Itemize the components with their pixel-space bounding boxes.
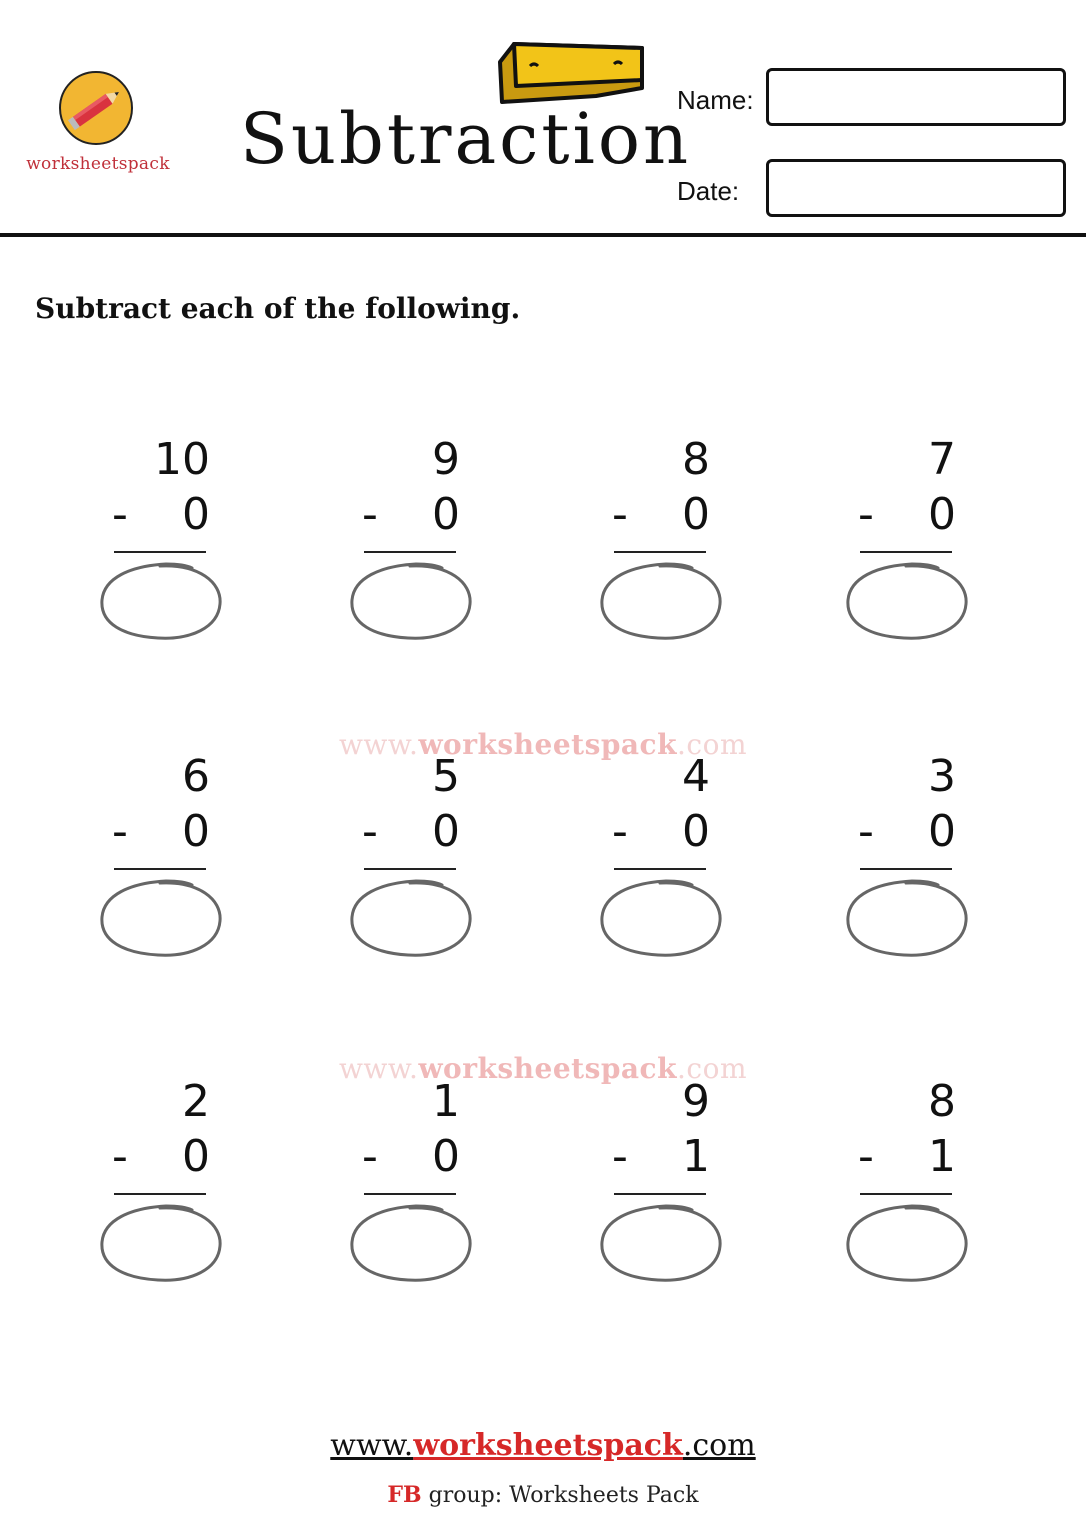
answer-line (614, 868, 706, 870)
minuend: 3 (928, 751, 956, 802)
answer-line (614, 1193, 706, 1195)
answer-line (860, 551, 952, 553)
minuend: 2 (182, 1076, 210, 1127)
footer-site-brand: worksheetspack (413, 1428, 683, 1463)
answer-oval[interactable] (596, 1200, 726, 1286)
minuend: 8 (928, 1076, 956, 1127)
minus-sign: - (858, 806, 874, 857)
footer-website[interactable] (0, 1428, 1086, 1463)
header-divider (0, 233, 1086, 237)
logo-text: worksheetspack (26, 154, 170, 174)
minus-sign: - (112, 489, 128, 540)
answer-line (860, 868, 952, 870)
minus-sign: - (612, 489, 628, 540)
date-field[interactable] (766, 159, 1066, 217)
minus-sign: - (362, 489, 378, 540)
minuend: 10 (154, 434, 210, 485)
problem-item (600, 434, 740, 668)
watermark-prefix: www. (338, 1052, 419, 1085)
logo (22, 68, 174, 178)
answer-line (614, 551, 706, 553)
subtrahend: 0 (182, 806, 210, 857)
answer-oval[interactable] (842, 1200, 972, 1286)
answer-oval[interactable] (346, 1200, 476, 1286)
minus-sign: - (362, 1131, 378, 1182)
answer-line (114, 1193, 206, 1195)
answer-line (364, 1193, 456, 1195)
minus-sign: - (858, 489, 874, 540)
page-title: Subtraction (240, 98, 692, 180)
problem-item (846, 1076, 986, 1310)
problem-item (600, 751, 740, 985)
answer-line (860, 1193, 952, 1195)
answer-oval[interactable] (346, 875, 476, 961)
answer-oval[interactable] (96, 558, 226, 644)
minuend: 6 (182, 751, 210, 802)
subtrahend: 0 (432, 489, 460, 540)
name-label: Name: (677, 85, 754, 115)
subtrahend: 1 (682, 1131, 710, 1182)
problem-item (100, 1076, 240, 1310)
answer-oval[interactable] (96, 875, 226, 961)
subtrahend: 0 (928, 489, 956, 540)
watermark-brand: worksheetspack (418, 1052, 678, 1085)
minuend: 8 (682, 434, 710, 485)
footer-fb-text: group: Worksheets Pack (421, 1483, 699, 1508)
answer-oval[interactable] (842, 558, 972, 644)
subtrahend: 0 (432, 806, 460, 857)
watermark-suffix: .com (677, 1052, 748, 1085)
problem-item (100, 751, 240, 985)
minuend: 9 (432, 434, 460, 485)
answer-line (114, 551, 206, 553)
pencil-logo-icon (58, 70, 134, 146)
problem-item (846, 434, 986, 668)
problem-item (350, 751, 490, 985)
date-label: Date: (677, 176, 740, 206)
minuend: 7 (928, 434, 956, 485)
footer-site-prefix: www. (330, 1428, 414, 1463)
watermark-suffix: .com (677, 728, 748, 761)
problem-item (846, 751, 986, 985)
watermark-brand: worksheetspack (418, 728, 678, 761)
subtrahend: 0 (182, 1131, 210, 1182)
name-field[interactable] (766, 68, 1066, 126)
answer-oval[interactable] (96, 1200, 226, 1286)
answer-line (364, 868, 456, 870)
minus-sign: - (858, 1131, 874, 1182)
answer-oval[interactable] (346, 558, 476, 644)
minus-sign: - (112, 806, 128, 857)
subtrahend: 1 (928, 1131, 956, 1182)
answer-oval[interactable] (842, 875, 972, 961)
watermark-prefix: www. (338, 728, 419, 761)
subtrahend: 0 (682, 806, 710, 857)
answer-oval[interactable] (596, 875, 726, 961)
subtrahend: 0 (928, 806, 956, 857)
minuend: 9 (682, 1076, 710, 1127)
problem-item (350, 1076, 490, 1310)
footer-fb-group (0, 1482, 1086, 1508)
answer-line (114, 868, 206, 870)
minuend: 5 (432, 751, 460, 802)
problem-item (100, 434, 240, 668)
answer-oval[interactable] (596, 558, 726, 644)
subtrahend: 0 (682, 489, 710, 540)
footer-site-suffix: .com (682, 1428, 756, 1463)
minus-sign: - (612, 1131, 628, 1182)
minus-sign: - (112, 1131, 128, 1182)
minus-sign: - (362, 806, 378, 857)
minuend: 1 (432, 1076, 460, 1127)
minus-sign: - (612, 806, 628, 857)
subtrahend: 0 (182, 489, 210, 540)
instructions: Subtract each of the following. (35, 292, 521, 325)
problem-item (350, 434, 490, 668)
subtrahend: 0 (432, 1131, 460, 1182)
answer-line (364, 551, 456, 553)
minuend: 4 (682, 751, 710, 802)
footer-fb-label: FB (387, 1482, 422, 1508)
problem-item (600, 1076, 740, 1310)
